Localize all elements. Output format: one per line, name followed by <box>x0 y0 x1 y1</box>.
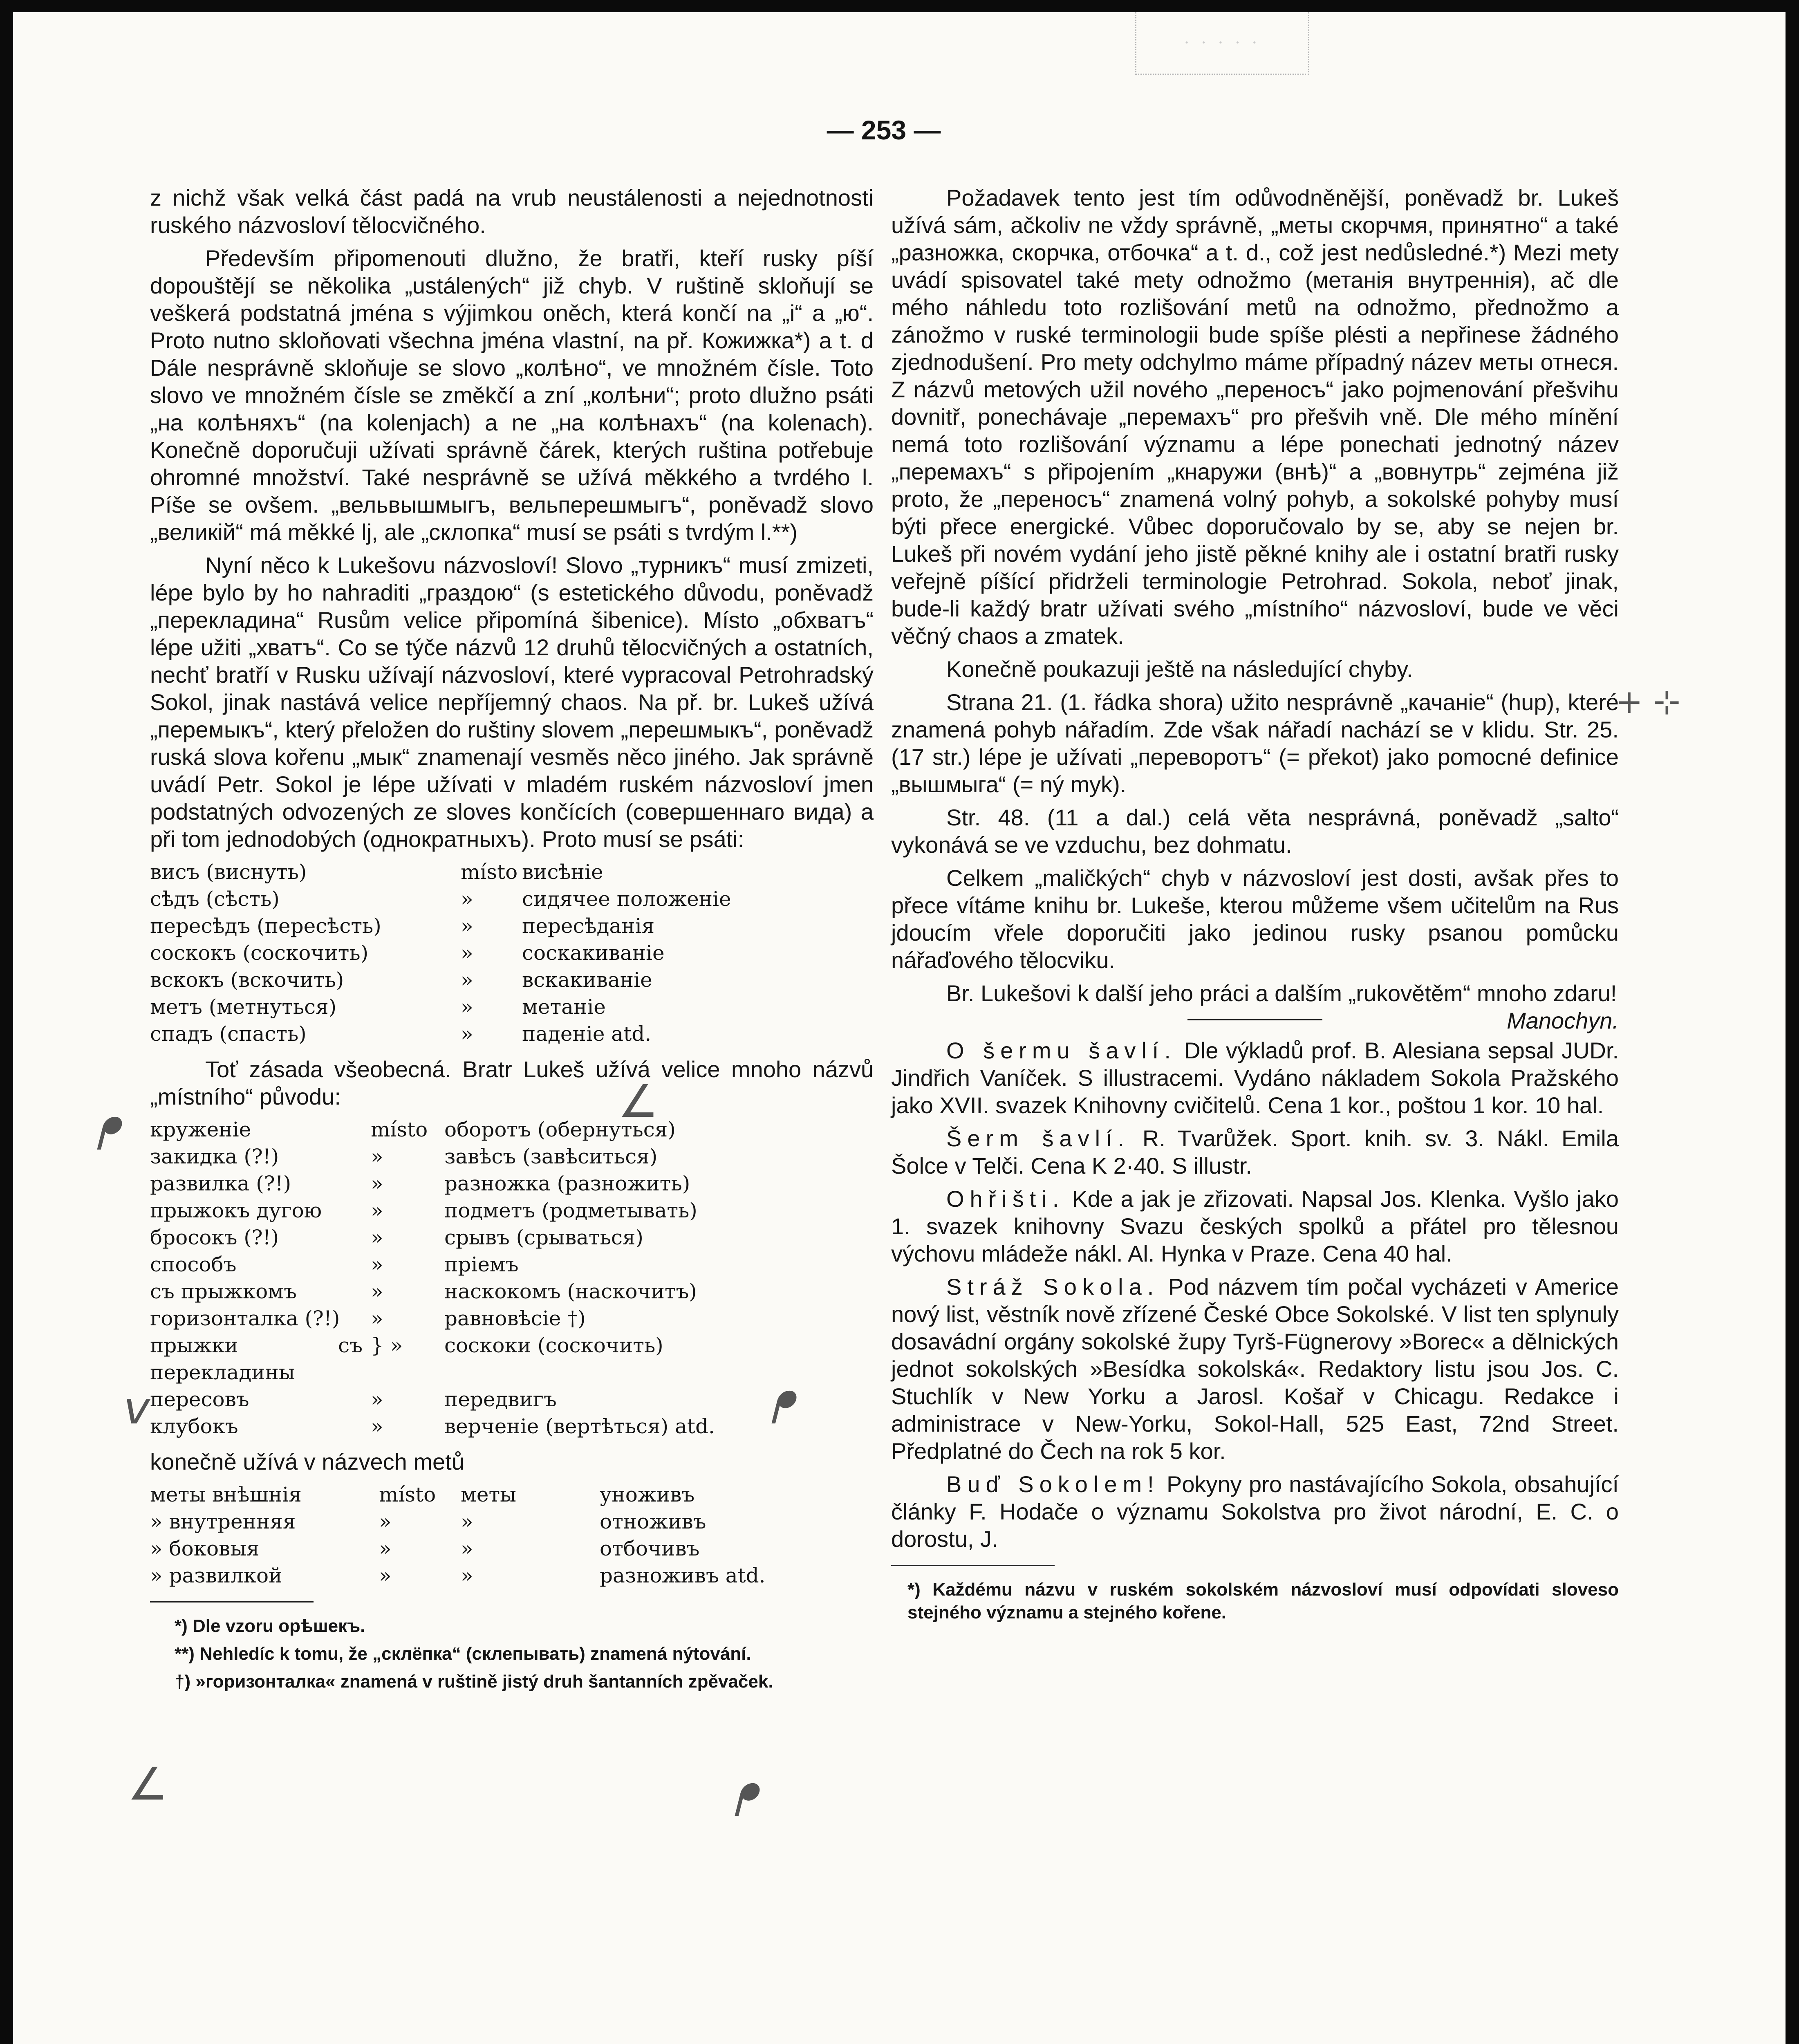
term-wrong: развилка (?!) <box>150 1172 291 1195</box>
term-correct: вскокъ (вскочить) <box>150 968 344 992</box>
term-correct: сѣдъ (сѣсть) <box>150 887 280 911</box>
term-wrong: круженіе <box>150 1118 251 1141</box>
term-correct: метъ (метнуться) <box>150 995 337 1019</box>
term-row <box>150 993 874 1020</box>
term-correct: завѣсъ (завѣситься) <box>444 1145 658 1168</box>
term-correct: разножка (разножить) <box>444 1172 690 1195</box>
term-row <box>150 1332 874 1386</box>
term-correct: подметъ (родметывать) <box>444 1199 697 1222</box>
term-correct: наскокомъ (наскочитъ) <box>444 1280 697 1303</box>
book-notice-5 <box>891 1470 1619 1553</box>
page-number: — 253 — <box>827 115 941 145</box>
section-divider <box>1187 1019 1322 1020</box>
book-notice-4 <box>891 1273 1619 1465</box>
right-paragraph-5: Celkem „maličkých“ chyb v názvosloví jest dosti, avšak přes to přece vítáme knihu br. Lukeše, kterou můžeme všem učitelům na Rus jdoucím vřele doporučiti jako jedinou rusky psanou pomůcku nářaďového tělocviku. <box>891 865 1619 973</box>
term-wrong: » боковыя <box>150 1537 260 1560</box>
term-row <box>150 1278 874 1305</box>
left-paragraph-1: z nichž však velká část padá na vrub neustálenosti a nejednotnosti ruského názvosloví tělocvičného. <box>150 185 874 238</box>
term-sep: » <box>371 1280 383 1303</box>
term-correct: разноживъ atd. <box>600 1564 766 1587</box>
term-correct: соскоки (соскочить) <box>444 1334 663 1357</box>
term-correct: соскокъ (соскочить) <box>150 941 369 965</box>
term-sep: » <box>379 1510 392 1533</box>
term-row <box>150 1020 874 1047</box>
term-list-2 <box>150 1116 874 1440</box>
term-wrong: висѣніе <box>522 860 603 884</box>
author-signature: Manochyn. <box>1507 1008 1619 1033</box>
left-column <box>150 184 874 1698</box>
term-correct: передвигъ <box>444 1387 557 1411</box>
term-sep: » <box>379 1564 392 1587</box>
term-wrong: бросокъ (?!) <box>150 1226 279 1249</box>
term-row <box>150 1224 874 1251</box>
pencil-mark-icon: ᖰ <box>95 1108 118 1160</box>
term-wrong: способъ <box>150 1253 237 1276</box>
term-wrong: меты внѣшнія <box>150 1483 302 1506</box>
footnote-divider <box>150 1601 314 1602</box>
term-wrong: горизонталка (?!) <box>150 1307 340 1330</box>
pencil-mark-icon: ⅴ <box>123 1382 150 1434</box>
term-correct: отбочивъ <box>600 1537 700 1560</box>
term-row <box>150 939 874 966</box>
term-row <box>150 1386 874 1413</box>
term-correct: висъ (виснуть) <box>150 860 307 884</box>
term-sep: » <box>371 1226 383 1249</box>
term-row <box>150 966 874 993</box>
term-correct: спадъ (спасть) <box>150 1022 307 1046</box>
term-sep: místo <box>379 1483 436 1506</box>
term-sep: » <box>371 1307 383 1330</box>
term-prefix: » <box>461 1564 473 1587</box>
book-description: Pod názvem tím počal vycházeti v Americe nový list, věstník nově zřízené České Obce Sokolské. V list ten splynuly dosavádní orgány sokolské župy Tyrš-Fügnerovy »Borec« a dělnických jednot sokolských »Besídka sokolská«. Redaktory listu jsou Jos. C. Stuchlík v New Yorku a Jarosl. Košař v Chicagu. Redakce i administrace v New-Yorku, Sokol-Hall, 525 East, 72nd Street. Předplatné do Čech na rok 5 kor. <box>891 1274 1619 1464</box>
term-prefix: » <box>461 1510 473 1533</box>
term-correct: пересѣдъ (пересѣсть) <box>150 914 381 938</box>
book-description: R. Tvarůžek. Sport. knih. sv. 3. Nákl. Emila Šolce v Telči. Cena K 2·40. S illustr. <box>891 1125 1619 1179</box>
right-paragraph-6 <box>891 979 1619 1033</box>
term-sep: » <box>379 1537 392 1560</box>
term-sep: } » <box>371 1334 403 1357</box>
term-sep: » <box>371 1253 383 1276</box>
term-list-3 <box>150 1481 874 1589</box>
term-wrong: пересовъ <box>150 1387 249 1411</box>
term-wrong: прыжки съ перекладины <box>150 1334 363 1384</box>
term-row <box>150 1413 874 1440</box>
term-sep: » <box>371 1387 383 1411</box>
term-correct: равновѣсіе †) <box>444 1307 586 1330</box>
pencil-mark-icon: ∠ <box>618 1075 659 1127</box>
term-row <box>150 1197 874 1224</box>
book-description: Dle výkladů prof. B. Alesiana sepsal JUDr. Jindřich Vaníček. S illustracemi. Vydáno nákladem Sokola Pražského jako XVII. svazek Knihovny cvičitelů. Cena 1 kor., poštou 1 kor. 10 hal. <box>891 1038 1619 1118</box>
footnote-3: †) »горизонталка« znamená v ruštině jistý druh šantanních zpěvaček. <box>175 1672 773 1692</box>
book-description: Kde a jak je zřizovati. Napsal Jos. Klenka. Vyšlo jako 1. svazek knihovny Svazu českých spolků a přátel pro tělesnou výchovu mládeže nákl. Al. Hynka v Praze. Cena 40 hal. <box>891 1186 1619 1266</box>
left-paragraph-4: Toť zásada všeobecná. Bratr Lukeš užívá velice mnoho názvů „místního“ původu: <box>150 1056 874 1109</box>
term-list-1 <box>150 858 874 1047</box>
left-paragraph-2: Především připomenouti dlužno, že bratři, kteří rusky píší dopouštějí se několika „ustálených“ již chyb. V ruštině skloňují se veškerá podstatná jména s výjimkou oněch, která končí na „і“ a „ю“. Proto nutno skloňovati všechna jména vlastní, na př. Кожижка*) a t. d Dále nesprávně skloňuje se slovo „колѣно“, ve množném čísle. Toto slovo ve množném čísle se změkčí a zní „колѣни“; proto dlužno psáti „на колѣняхъ“ (na kolenjach) a ne „на колѣнахъ“ (na kolenach). Konečně doporučuji užívati správně čárek, kterých ruština potřebuje ohromné množství. Také nesprávně se užívá měkkého a tvrdého l. Píše se ovšem. „вельвышмыгъ, вельперешмыгъ“, poněvadž slovo „великій“ má měkké lj, ale „склопка“ musí se psáti s tvrdým l.**) <box>150 245 874 545</box>
right-paragraph-4: Str. 48. (11 a dal.) celá věta nesprávná, poněvadž „salto“ vykonává se ve vzduchu, bez dohmatu. <box>891 805 1619 858</box>
term-sep: » <box>461 914 473 938</box>
book-notice-1 <box>891 1037 1619 1119</box>
term-wrong: клубокъ <box>150 1414 238 1438</box>
term-wrong: » внутренняя <box>150 1510 296 1533</box>
term-row <box>150 1116 874 1143</box>
library-stamp: · · · · · <box>1135 12 1309 75</box>
book-title: Buď Sokolem! <box>946 1471 1160 1497</box>
term-row <box>150 1170 874 1197</box>
book-title: O šermu šavlí. <box>946 1038 1176 1063</box>
term-row <box>150 1508 874 1535</box>
right-paragraph-2: Konečně poukazuji ještě na následující chyby. <box>946 656 1413 682</box>
term-prefix: меты <box>461 1483 516 1506</box>
pencil-mark-icon: ᖰ <box>733 1774 756 1827</box>
footnote-1: *) Dle vzoru орѣшекъ. <box>175 1616 365 1636</box>
term-wrong: паденіе atd. <box>522 1022 652 1046</box>
right-paragraph-1: Požadavek tento jest tím odůvodněnější, poněvadž br. Lukeš užívá sám, ačkoliv ne vždy správně, „меты скорчмя, принятно“ a také „разножка, скорчка, отбочка“ a t. d., což jest nedůsledné.*) Mezi mety uvádí spisovatel také mety odnožmo (метанія внутреннія), ač dle mého náhledu toto rozlišování metů na odnožmo, přednožmo a zánožmo v ruské terminologii bude spíše plésti a nepřinese žádného zjednodušení. Pro mety odchylmo máme případný název меты отнеся. Z názvů metových užil nového „переносъ“ jako pojmenování přešvihu dovnitř, ponechávaje „перемахъ“ pro přešvih vně. Dle mého mínění nemá toto rozlišování významu a lépe ponechati jednotný název „перемахъ“ s připojením „кнаружи (внѣ)“ a „вовнутрь“ zejména již proto, že „переносъ“ znamená volný pohyb, a sokolské pohyby musí býti přece energické. Vůbec doporučovalo by se, aby se nejen br. Lukeš při novém vydání jeho jistě pěkné knihy ale i ostatní bratři rusky veřejně píšící přidrželi terminologie Petrohrad. Sokola, neboť jinak, bude-li každý bratr užívati svého „místního“ názvosloví, bude ve věci věčný chaos a zmatek. <box>891 185 1619 649</box>
term-wrong: съ прыжкомъ <box>150 1280 297 1303</box>
right-paragraph-3: Strana 21. (1. řádka shora) užito nesprávně „качаніе“ (hup), které znamená pohyb nářadím. Zde však nářadí nachází se v klidu. Str. 25. (17 str.) lépe je užívati „переворотъ“ (= překot) jako pomocné definice „вышмыга“ (= ný myk). <box>891 689 1619 797</box>
term-sep: » <box>461 887 473 911</box>
term-row <box>150 858 874 885</box>
footnote-right: *) Každému názvu v ruském sokolském názvosloví musí odpovídati sloveso stejného významu a stejného kořene. <box>907 1580 1619 1623</box>
term-sep: » <box>371 1414 383 1438</box>
book-description: Pokyny pro nastávajícího Sokola, obsahující články F. Hodače o významu Sokolstva pro život národní, E. C. o dorostu, J. <box>891 1471 1619 1552</box>
term-wrong: вскакиваніе <box>522 968 652 992</box>
term-row <box>150 885 874 912</box>
term-correct: уноживъ <box>600 1483 695 1506</box>
book-title: Ohřišti. <box>946 1186 1065 1212</box>
term-wrong: пересѣданія <box>522 914 655 938</box>
term-wrong: прыжокъ дугою <box>150 1199 322 1222</box>
term-sep: » <box>461 995 473 1019</box>
term-row <box>150 1562 874 1589</box>
term-row <box>150 1535 874 1562</box>
term-sep: » <box>371 1145 383 1168</box>
term-row <box>150 1143 874 1170</box>
term-wrong: сидячее положеніе <box>522 887 731 911</box>
term-sep: » <box>461 1022 473 1046</box>
term-correct: оборотъ (обернуться) <box>444 1118 676 1141</box>
term-sep: » <box>461 968 473 992</box>
book-title: Stráž Sokola. <box>946 1274 1160 1300</box>
footnote-divider <box>891 1565 1055 1566</box>
term-wrong: метаніе <box>522 995 606 1019</box>
pencil-mark-icon: ᖰ <box>769 1382 793 1434</box>
left-paragraph-5: konečně užívá v názvech metů <box>150 1449 464 1475</box>
term-sep: místo <box>371 1118 428 1141</box>
book-notice-2 <box>891 1125 1619 1179</box>
right-column <box>891 184 1619 1629</box>
term-correct: срывъ (срываться) <box>444 1226 643 1249</box>
term-row <box>150 1251 874 1278</box>
term-row <box>150 1481 874 1508</box>
pencil-mark-icon: + ⊹ <box>1615 683 1681 721</box>
book-title: Šerm šavlí. <box>946 1125 1130 1151</box>
term-row <box>150 912 874 939</box>
book-notice-3 <box>891 1185 1619 1267</box>
term-prefix: » <box>461 1537 473 1560</box>
pencil-mark-icon: ∠ <box>128 1758 168 1810</box>
term-correct: пріемъ <box>444 1253 519 1276</box>
left-paragraph-3: Nyní něco k Lukešovu názvosloví! Slovo „турникъ“ musí zmizeti, lépe bylo by ho nahraditi „граздою“ (s estetického důvodu, poněvadž „перекладина“ Rusům velice připomíná šibenice). Místo „обхватъ“ lépe užiti „хватъ“. Co se týče názvů 12 druhů tělocvičných a ostatních, nechť bratří v Rusku užívají názvosloví, které vypracoval Petrohradský Sokol, jinak nastává velice nepříjemný chaos. Na př. br. Lukeš užívá „перемыкъ“, který přeložen do ruštiny slovem „перешмыкъ“, poněvadž ruská slova kořenu „мык“ znamenají vesměs něco jiného. Jak správně uvádí Petr. Sokol je lépe užívati v mladém ruském názvosloví jmen podstatných odvozených ze sloves končících (совершеннаго вида) a při tom jednodobých (однократныхъ). Proto musí se psáti: <box>150 552 874 852</box>
term-sep: » <box>371 1172 383 1195</box>
term-correct: отноживъ <box>600 1510 706 1533</box>
term-row <box>150 1305 874 1332</box>
term-wrong: » развилкой <box>150 1564 282 1587</box>
term-sep: » <box>461 941 473 965</box>
term-correct: верченіе (вертѣться) atd. <box>444 1414 715 1438</box>
closing-wish: Br. Lukešovi k další jeho práci a dalším „rukovětěm“ mnoho zdaru! <box>946 980 1617 1006</box>
document-page <box>13 12 1786 2044</box>
term-wrong: соскакиваніе <box>522 941 665 965</box>
term-sep: » <box>371 1199 383 1222</box>
term-sep: místo <box>461 860 518 884</box>
footnote-2: **) Nehledíc k tomu, že „склёпка“ (склепывать) znamená nýtování. <box>175 1644 751 1664</box>
term-wrong: закидка (?!) <box>150 1145 279 1168</box>
